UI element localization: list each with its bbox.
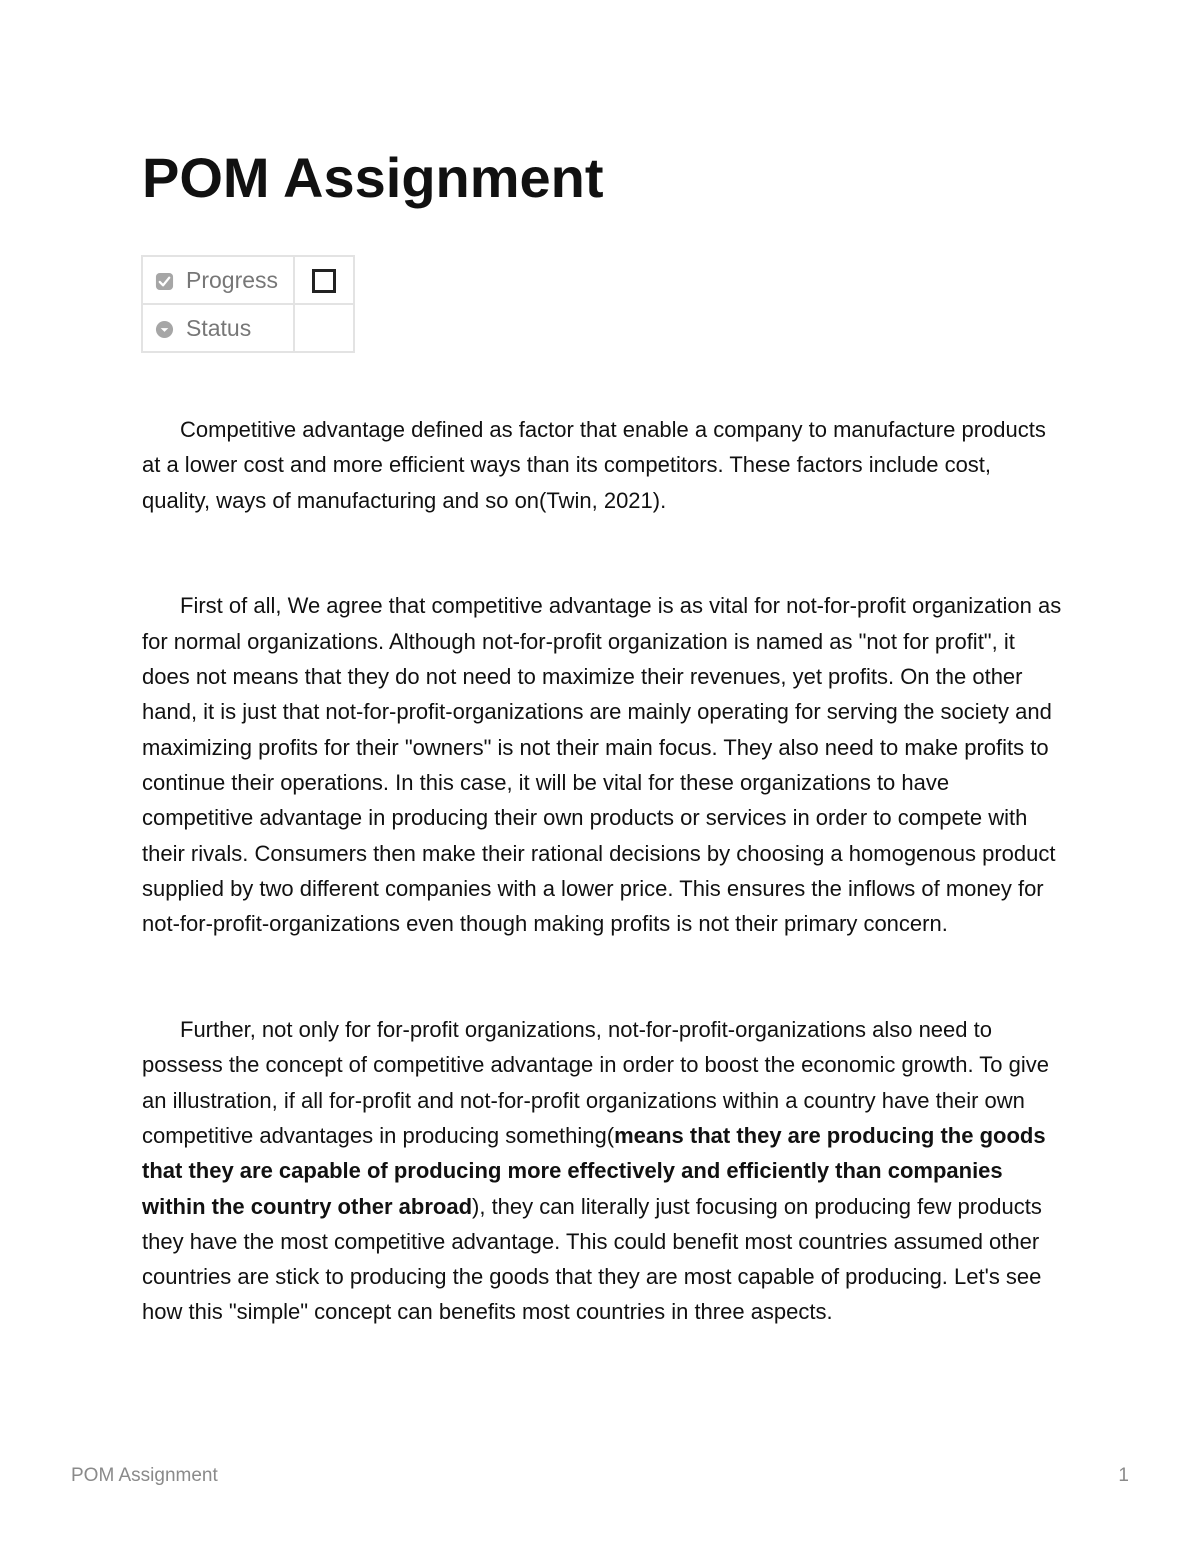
paragraph-further	[142, 1012, 1062, 1330]
status-property-key	[142, 304, 294, 352]
properties-table	[141, 255, 355, 353]
page-title: POM Assignment	[142, 146, 604, 209]
paragraph-further-end: ), they can literally just focusing on producing few products they have the most competitive advantage. This could benefit most countries assumed other countries are stick to producing the goods that they are most capable of producing. Let's see how this "simple" concept can benefits most countries in three aspects.	[142, 1193, 1042, 1325]
progress-property-label: Progress	[186, 266, 279, 293]
status-property-icon	[155, 320, 174, 339]
page-number: 1	[1118, 1465, 1129, 1486]
progress-property-value[interactable]	[294, 256, 354, 304]
status-property-row	[142, 304, 354, 352]
paragraph-further-start: Further, not only for for-profit organizations, not-for-profit-organizations also need to possess the concept of competitive advantage in order to boost the economic growth. To give an illustration, if all for-profit and not-for-profit organizations within a country have their own competitive advantages in producing something(	[142, 1017, 1050, 1148]
paragraph-first: First of all, We agree that competitive advantage is as vital for not-for-profit organization as for normal organizations. Although not-for-profit organization is named as "not for profit", it does not means that they do not need to maximize their revenues, yet profits. On the other hand, it is just that not-for-profit-organizations are mainly operating for serving the society and maximizing profits for their "owners" is not their main focus. They also need to make profits to continue their operations. In this case, it will be vital for these organizations to have competitive advantage in producing their own products or services in order to compete with their rivals. Consumers then make their rational decisions by choosing a homogenous product supplied by two different companies with a lower price. This ensures the inflows of money for not-for-profit-organizations even though making profits is not their primary concern.	[142, 593, 1062, 937]
status-property-value[interactable]	[294, 304, 354, 352]
progress-property-key	[142, 256, 294, 304]
progress-checkbox[interactable]	[312, 269, 336, 293]
progress-property-row	[142, 256, 354, 304]
status-property-label: Status	[186, 314, 252, 341]
footer-document-title: POM Assignment	[71, 1465, 218, 1486]
document-body	[142, 412, 1062, 1400]
paragraph-intro: Competitive advantage defined as factor that enable a company to manufacture products at a lower cost and more efficient ways than its competitors. These factors include cost, quality, ways of manufacturing and so on(Twin, 2021).	[142, 417, 1046, 513]
paragraph-further-bold: means that they are producing the goods that they are capable of producing more effectively and efficiently than companies within the country other abroad	[142, 1122, 1046, 1219]
checkbox-property-icon	[155, 272, 174, 291]
